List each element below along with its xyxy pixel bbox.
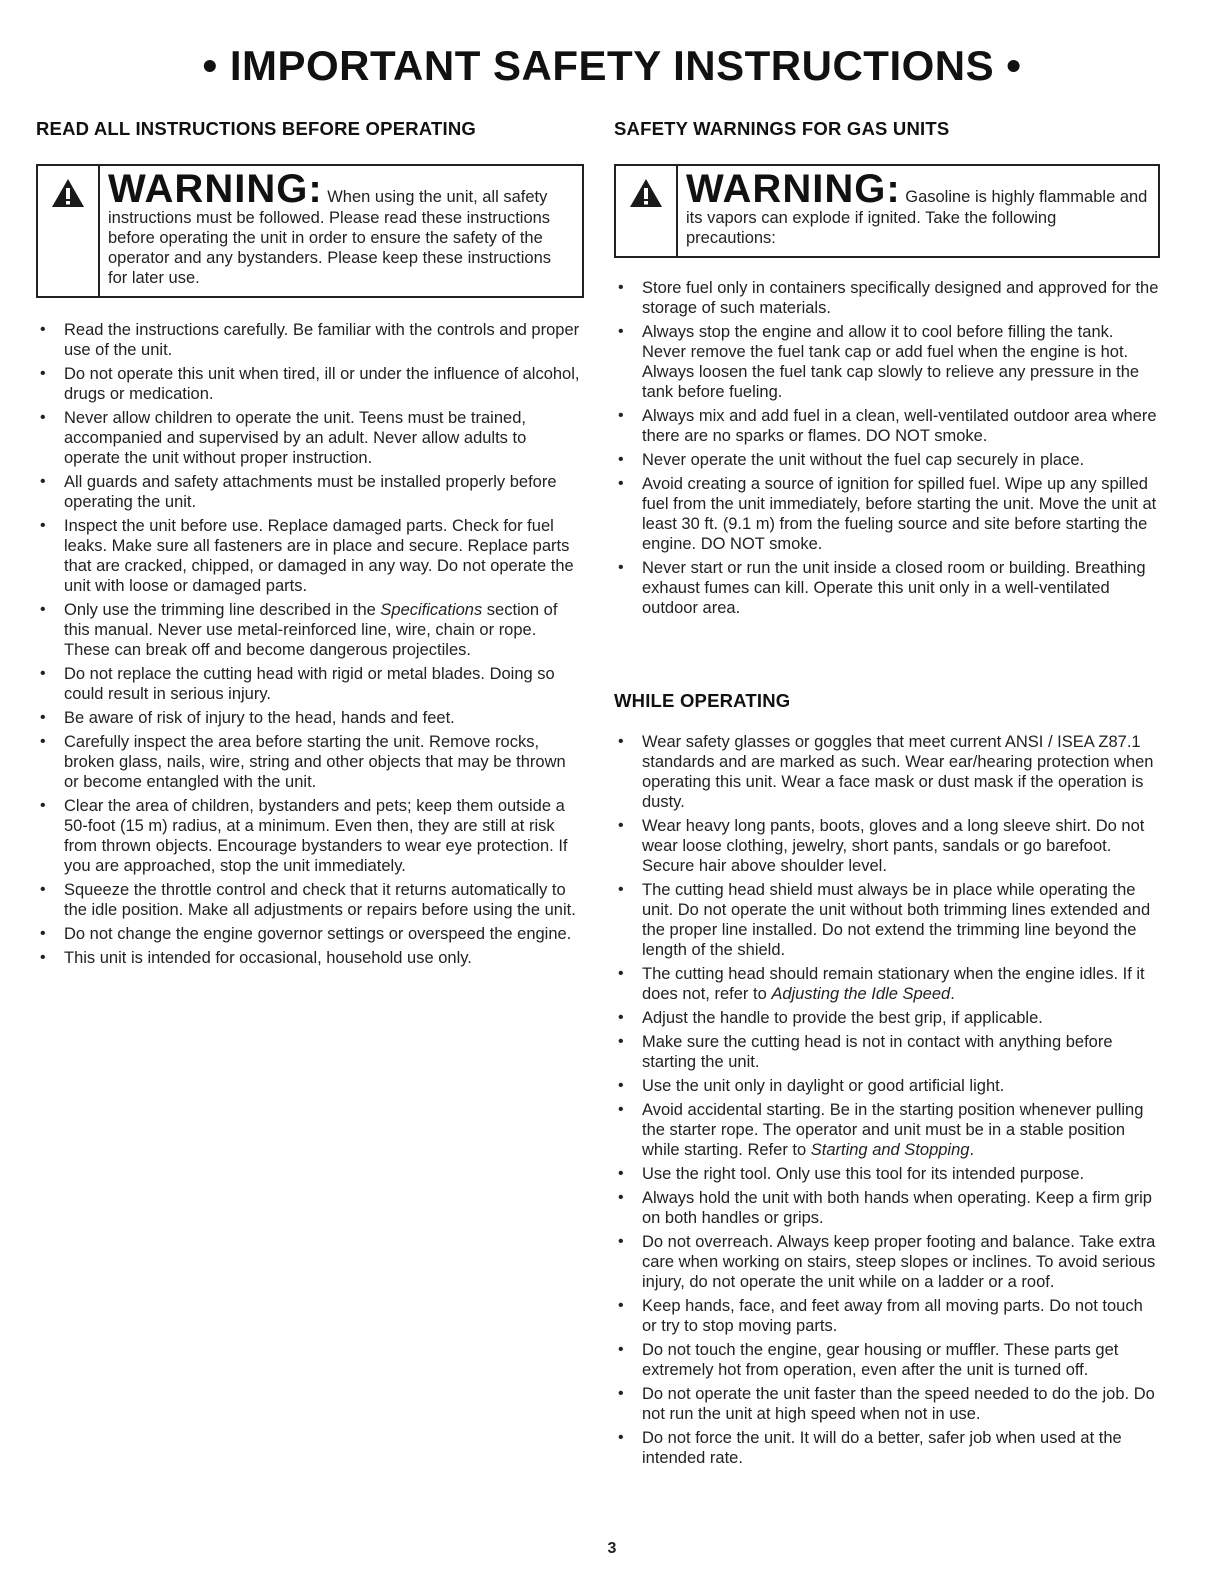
- list-item-text: Do not force the unit. It will do a better, safer job when used at the intended rate.: [642, 1429, 1122, 1467]
- list-item: [614, 1296, 1160, 1336]
- list-item-text-tail: section of this manual. Never use metal-reinforced line, wire, chain or rope. These can break off and become dangerous projectiles.: [64, 601, 558, 659]
- list-item: [614, 1076, 1160, 1096]
- list-item: [36, 472, 584, 512]
- list-item: [614, 558, 1160, 618]
- list-item-text: This unit is intended for occasional, household use only.: [64, 949, 472, 967]
- list-item: [614, 474, 1160, 554]
- gas-safety-list: [614, 278, 1160, 618]
- list-item-text: Always stop the engine and allow it to cool before filling the tank. Never remove the fuel tank cap or add fuel when the engine is hot. Always loosen the fuel tank cap slowly to relieve any pressure in the tank before fueling.: [642, 323, 1140, 401]
- warning-label: WARNING:: [108, 167, 323, 211]
- list-item: [614, 1428, 1160, 1468]
- list-item: [614, 1008, 1160, 1028]
- list-item-text: Carefully inspect the area before starting the unit. Remove rocks, broken glass, nails, wire, string and other objects that may be thrown or become entangled with the unit.: [64, 733, 566, 791]
- list-item-text: Do not replace the cutting head with rigid or metal blades. Doing so could result in serious injury.: [64, 665, 555, 703]
- list-item-text: Always hold the unit with both hands when operating. Keep a firm grip on both handles or grips.: [642, 1189, 1152, 1227]
- list-item-text: Avoid creating a source of ignition for spilled fuel. Wipe up any spilled fuel from the unit immediately, before starting the unit. Move the unit at least 30 ft. (9.1 m) from the fueling source and site before starting the engine. DO NOT smoke.: [642, 475, 1157, 553]
- warning-text-lead: Gasoline is highly flammable and: [905, 188, 1148, 206]
- list-item-text: Squeeze the throttle control and check that it returns automatically to the idle position. Make all adjustments or repairs before using the unit.: [64, 881, 576, 919]
- list-item: [614, 1164, 1160, 1184]
- warning-label: WARNING:: [686, 167, 901, 211]
- page-number: 3: [607, 1540, 617, 1557]
- list-item-text-tail: .: [969, 1141, 975, 1159]
- list-item: [614, 1232, 1160, 1292]
- list-item-text: Wear heavy long pants, boots, gloves and a long sleeve shirt. Do not wear loose clothing, jewelry, short pants, sandals or go barefoot. Secure hair above shoulder level.: [642, 817, 1145, 875]
- list-item-text: Inspect the unit before use. Replace damaged parts. Check for fuel leaks. Make sure all fasteners are in place and secure. Replace parts that are cracked, chipped, or damaged in any way. Do not operate the unit with loose or damaged parts.: [64, 517, 574, 595]
- list-item: [36, 364, 584, 404]
- section-reference: Starting and Stopping: [810, 1141, 970, 1159]
- warning-text: its vapors can explode if ignited. Take the following precautions:: [686, 209, 1057, 247]
- warning-box-gasoline: [614, 164, 1160, 258]
- right-column: [614, 118, 1160, 1472]
- list-item-text: Read the instructions carefully. Be familiar with the controls and proper use of the unit.: [64, 321, 580, 359]
- list-item: [614, 1100, 1160, 1160]
- warning-text-lead: When using the unit, all safety: [327, 188, 548, 206]
- list-item: [36, 880, 584, 920]
- list-item: [614, 964, 1160, 1004]
- list-item-text: Use the right tool. Only use this tool for its intended purpose.: [642, 1165, 1085, 1183]
- list-item: [614, 1188, 1160, 1228]
- list-item: [36, 408, 584, 468]
- section-reference: Specifications: [380, 601, 483, 619]
- page-title: • IMPORTANT SAFETY INSTRUCTIONS •: [202, 42, 1022, 89]
- section-heading-while-operating: WHILE OPERATING: [614, 690, 791, 711]
- list-item: [614, 278, 1160, 318]
- list-item-text: Be aware of risk of injury to the head, hands and feet.: [64, 709, 455, 727]
- list-item: [614, 816, 1160, 876]
- list-item: [614, 1032, 1160, 1072]
- list-item-text: Avoid accidental starting. Be in the starting position whenever pulling the starter rope. The operator and unit must be in a stable position while starting. Refer to: [642, 1101, 1144, 1159]
- list-item: [614, 406, 1160, 446]
- list-item-text: Do not operate this unit when tired, ill or under the influence of alcohol, drugs or medication.: [64, 365, 580, 403]
- list-item-text: Do not change the engine governor settings or overspeed the engine.: [64, 925, 572, 943]
- section-reference: Adjusting the Idle Speed: [771, 985, 951, 1003]
- section-heading-gas-units: SAFETY WARNINGS FOR GAS UNITS: [614, 118, 950, 139]
- list-item: [36, 732, 584, 792]
- list-item: [614, 1384, 1160, 1424]
- warning-triangle-icon: [629, 178, 663, 208]
- list-item-text: Never operate the unit without the fuel cap securely in place.: [642, 451, 1085, 469]
- list-item-text: Do not touch the engine, gear housing or muffler. These parts get extremely hot from operation, even after the unit is turned off.: [642, 1341, 1119, 1379]
- warning-triangle-icon: [51, 178, 85, 208]
- list-item: [36, 664, 584, 704]
- list-item-text: Clear the area of children, bystanders and pets; keep them outside a 50-foot (15 m) radius, at a minimum. Even then, they are still at risk from thrown objects. Encourage bystanders to wear eye protection. If you are approached, stop the unit immediately.: [64, 797, 568, 875]
- list-item-text: All guards and safety attachments must be installed properly before operating the unit.: [64, 473, 557, 511]
- list-item-text: Use the unit only in daylight or good artificial light.: [642, 1077, 1005, 1095]
- list-item-text: Always mix and add fuel in a clean, well-ventilated outdoor area where there are no sparks or flames. DO NOT smoke.: [642, 407, 1157, 445]
- list-item-text: Do not overreach. Always keep proper footing and balance. Take extra care when working on stairs, steep slopes or inclines. To avoid serious injury, do not operate the unit while on a ladder or a roof.: [642, 1233, 1156, 1291]
- list-item: [614, 1340, 1160, 1380]
- general-safety-list: [36, 320, 584, 968]
- while-operating-list: [614, 732, 1160, 1468]
- list-item-text: Do not operate the unit faster than the speed needed to do the job. Do not run the unit at high speed when not in use.: [642, 1385, 1155, 1423]
- list-item: [36, 320, 584, 360]
- list-item-text: Keep hands, face, and feet away from all moving parts. Do not touch or try to stop moving parts.: [642, 1297, 1143, 1335]
- list-item: [36, 796, 584, 876]
- list-item-text: Wear safety glasses or goggles that meet current ANSI / ISEA Z87.1 standards and are marked as such. Wear ear/hearing protection when operating this unit. Wear a face mask or dust mask if the operation is dusty.: [642, 733, 1154, 811]
- list-item-text: Never allow children to operate the unit. Teens must be trained, accompanied and supervised by an adult. Never allow adults to operate the unit without proper instruction.: [64, 409, 527, 467]
- list-item: [614, 880, 1160, 960]
- list-item: [36, 600, 584, 660]
- left-column: [36, 118, 584, 972]
- warning-text: instructions must be followed. Please read these instructions before operating the unit in order to ensure the safety of the operator and any bystanders. Please keep these instructions for later use.: [108, 209, 552, 287]
- list-item: [36, 516, 584, 596]
- list-item-text: Store fuel only in containers specifically designed and approved for the storage of such materials.: [642, 279, 1159, 317]
- list-item: [614, 322, 1160, 402]
- list-item-text: Only use the trimming line described in the: [64, 601, 381, 619]
- section-heading-read-all: READ ALL INSTRUCTIONS BEFORE OPERATING: [36, 118, 476, 139]
- list-item: [36, 924, 584, 944]
- list-item-text: Adjust the handle to provide the best grip, if applicable.: [642, 1009, 1043, 1027]
- list-item-text: Make sure the cutting head is not in contact with anything before starting the unit.: [642, 1033, 1113, 1071]
- list-item: [36, 708, 584, 728]
- list-item: [614, 732, 1160, 812]
- warning-box-general: [36, 164, 584, 298]
- list-item-text: Never start or run the unit inside a closed room or building. Breathing exhaust fumes can kill. Operate this unit only in a well-ventilated outdoor area.: [642, 559, 1146, 617]
- list-item: [36, 948, 584, 968]
- list-item-text: The cutting head should remain stationary when the engine idles. If it does not, refer to: [642, 965, 1145, 1003]
- list-item: [614, 450, 1160, 470]
- list-item-text: The cutting head shield must always be in place while operating the unit. Do not operate the unit without both trimming lines extended and the proper line installed. Do not extend the trimming line beyond the length of the shield.: [642, 881, 1151, 959]
- list-item-text-tail: .: [950, 985, 955, 1003]
